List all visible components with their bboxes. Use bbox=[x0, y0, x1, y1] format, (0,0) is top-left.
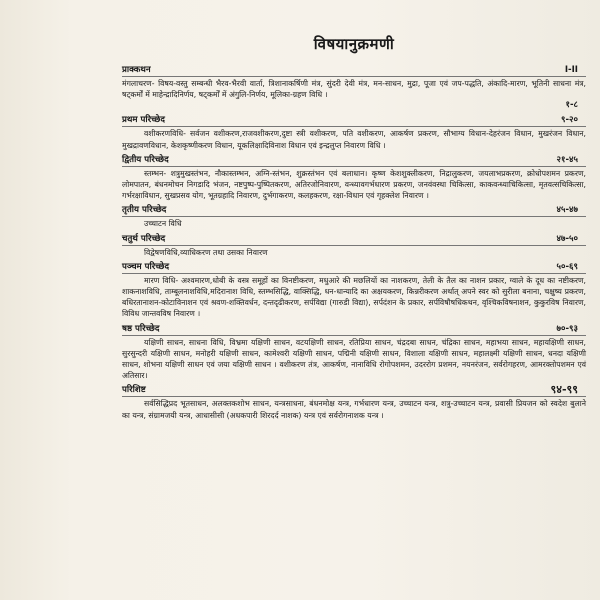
chapter5-pages: ५०-६९ bbox=[556, 261, 578, 272]
mangalacharan-pages: १-८ bbox=[565, 100, 578, 111]
chapter5-row bbox=[122, 261, 586, 274]
appendix-row bbox=[122, 384, 586, 397]
mangalacharan-text: मंगलाचरण- विषय-वस्तु सम्बन्धी भैरव-भैरवी वार्ता, त्रिशानाकर्षिणी मंत्र, सुंदरी देवी मंत्र, मन-साधन, मुद्रा, पूजा एवं जप-पद्धति, अंकादि-मारण, भूतिनी साधना मंत्र, षट्कर्मों में माहेन्द्रादिनिर्णय, षट्कर्मों में अंगुलि-निर्णय, मूलिका-ग्रहण विधि । bbox=[122, 79, 586, 100]
chapter1-pages: ९-२० bbox=[561, 115, 578, 126]
chapter5-text: मारण विधि- अश्वमारण,धोबी के वस्त्र समूहों का विनष्टीकरण, मधुआरे की मछलियों का नाशकरण, तेली के तैल का नाशन प्रकार, ग्वाले के दूध का नष्टीकरण, शाकनाशविधि, ताम्बूलनाशविधि,मदिरानाश विधि, स्तम्भसिद्धि, वाक्सिद्धि, धन-धान्यादि का अक्षयकरण, किन्नरीकरण अर्थात् अपने स्वर को सुरीला बनाना, चक्षुष्य प्रकरण, बधिरतानाशन-कोटाविनाशन एवं श्रवण-शक्तिवर्धन, दन्तदृढीकरण, सर्पविद्या (गारुडी विद्या), सर्पदंशन के प्रकार, सर्पविषौषधिकथन, वृश्चिकविषनाशन, कुकुरविष निवारण, विविध जान्तवविष निवारण । bbox=[122, 275, 586, 319]
chapter3-text: उच्चाटन विधि bbox=[144, 219, 182, 229]
chapter2-text: स्तम्भन- शत्रुमुखस्तंभन, नौकास्तम्भन, अग्नि-स्तंभन, शुक्रस्तंभन एवं बलाधान। कृष्ण केशशुक्लीकरण, निद्रालुकरण, जयलाभप्रकरण, क्रोधोपशमन प्रकरण, लोमपातन, बंधनमोचन निगडादि भंजन, नष्टपुष्प-पुष्पितकरण, अतिरजोनिवारण, वन्ध्यावगर्भधारण प्रकरण, जनवंवस्था चिकित्सा, काकवन्ध्याचिकित्सा, मृतवत्सचिकित्सा, गर्भरक्षाविधान, सुखप्रसव योग, भूतग्रहादि निवारण, दुर्भगाकरण, कलहकरण, रक्षा-विधान एवं गृहक्लेश निवारण । bbox=[122, 168, 586, 201]
chapter1-text: वशीकरणविधि- सर्वजन वशीकरण,राजवशीकरण,दुष्टा स्त्री वशीकरण, पति वशीकरण, आकर्षण प्रकरण, सौभाग्य विधान-देहरंजन विधान, मुखरंजन विधान, मुखद्रावणविधान, केशकृष्णीकरण विधान, यूकलिक्षादिविनाश विधान एवं इन्द्रलुप्त निवारण विधि । bbox=[122, 129, 586, 150]
chapter4-row bbox=[122, 233, 586, 246]
appendix-pages: ९४-९९ bbox=[550, 383, 578, 397]
chapter3-heading: तृतीय परिच्छेद bbox=[122, 205, 167, 216]
appendix-text: सर्वसिद्धिप्रद भूतसाधन, अलक्तकशोभ साधन, यन्त्रसाधना, बंधनमोक्ष यन्त्र, गर्भधारण यन्त्र, उच्चाटन यन्त्र, शत्रु-उच्चाटन यन्त्र, प्रवासी प्रियजन को स्वदेश बुलाने का यन्त्र, संग्रामजयी यन्त्र, आधासीसी (अधकपारी शिरदर्द नाशक) यन्त्र एवं सर्वरोगनाशक यन्त्र । bbox=[122, 399, 586, 420]
chapter6-text: यक्षिणी साधन, साधना विधि, विभ्रमा यक्षिणी साधन, वटयक्षिणी साधन, रतिप्रिया साधन, चंद्रदबा साधन, चंद्रिका साधन, महाभया साधन, महायक्षिणी साधन, सुरसुन्दरी यक्षिणी साधन, मनोहरी यक्षिणी साधन, कामेश्वरी यक्षिणी साधन, पद्मिनी यक्षिणी साधन, विशाला यक्षिणी साधन, महालक्ष्मी यक्षिणी साधन, धनदा यक्षिणी साधन, शोभना यक्षिणी साधन एवं जया यक्षिणी साधन । वशीकरण तंत्र, आकर्षण, नानाविधि रोगोपशमन, उदररोग प्रशमन, नयनरंजन, सर्वरोगहरण, आमरक्तोपशमन एवं अतिसार। bbox=[122, 337, 586, 381]
chapter1-row bbox=[122, 114, 586, 127]
chapter5-heading: पञ्चम परिच्छेद bbox=[122, 261, 170, 272]
chapter3-pages: ४५-४७ bbox=[556, 205, 578, 216]
chapter6-heading: षष्ठ परिच्छेद bbox=[122, 323, 160, 334]
prakkathan-row bbox=[122, 64, 586, 77]
chapter6-pages: ७०-९३ bbox=[556, 323, 578, 334]
chapter2-row bbox=[122, 154, 586, 167]
chapter4-heading: चतुर्थ परिच्छेद bbox=[122, 233, 166, 244]
page-title: विषयानुक्रमणी bbox=[313, 35, 395, 53]
chapter1-heading: प्रथम परिच्छेद bbox=[122, 115, 165, 126]
chapter2-pages: २१-४५ bbox=[556, 154, 578, 165]
chapter4-text: विद्वेषणविधि,व्याधिकरण तथा उसका निवारण bbox=[144, 247, 268, 257]
appendix-heading: परिशिष्ट bbox=[122, 385, 146, 396]
prakkathan-pages: I-II bbox=[564, 65, 578, 75]
chapter4-pages: ४७-५० bbox=[556, 233, 578, 244]
chapter6-row bbox=[122, 323, 586, 336]
chapter3-row bbox=[122, 204, 586, 217]
chapter2-heading: द्वितीय परिच्छेद bbox=[122, 154, 169, 165]
prakkathan-heading: प्राक्कथन bbox=[122, 65, 151, 75]
